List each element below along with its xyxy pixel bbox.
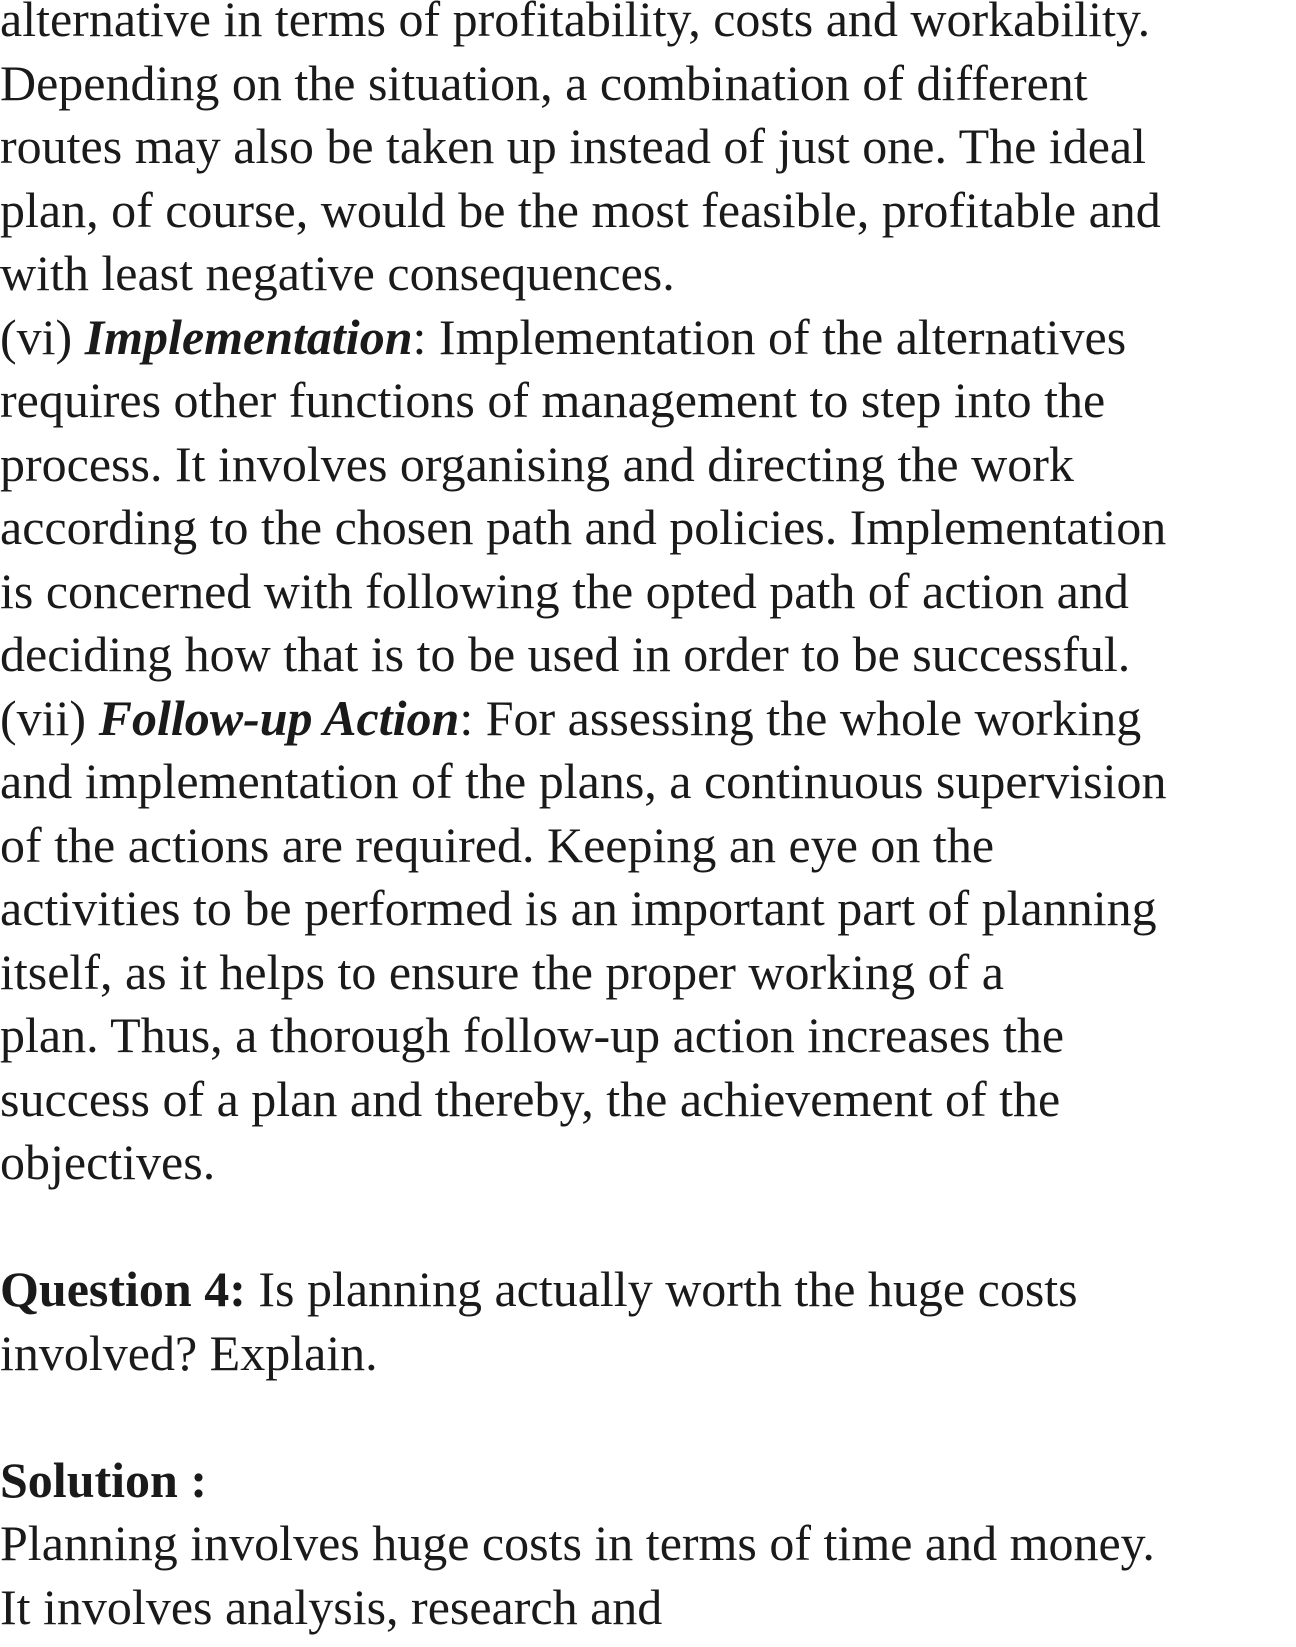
spacer — [0, 1385, 1290, 1449]
question-text: Is planning actually worth the huge costs — [245, 1261, 1078, 1317]
text-line: deciding how that is to be used in order to be successful. — [0, 626, 1131, 682]
text-line: It involves analysis, research and — [0, 1578, 663, 1635]
step-number: (vii) — [0, 689, 87, 746]
text-line: alternative in terms of profitability, costs and workability. — [0, 0, 1151, 47]
text-line: routes may also be taken up instead of just one. The ideal — [0, 118, 1146, 174]
step-follow-up-action — [0, 687, 1290, 1195]
step-separator: : — [459, 689, 474, 746]
text-line: Planning involves huge costs in terms of time and money. — [0, 1515, 1155, 1571]
step-number: (vi) — [0, 308, 73, 365]
step-implementation — [0, 306, 1290, 687]
text-line: according to the chosen path and policies. Implementation — [0, 499, 1167, 555]
text-line: and implementation of the plans, a continuous supervision — [0, 753, 1167, 809]
question-block — [0, 1258, 1290, 1385]
text-line: of the actions are required. Keeping an eye on the — [0, 816, 995, 873]
text-line: activities to be performed is an important part of planning — [0, 880, 1157, 936]
solution-label: Solution : — [0, 1451, 208, 1508]
text-line: process. It involves organising and directing the work — [0, 435, 1074, 492]
text-line: is concerned with following the opted path of action and — [0, 562, 1129, 619]
step-heading-line — [0, 687, 1290, 751]
solution-block — [0, 1449, 1290, 1640]
question-heading-line — [0, 1258, 1290, 1322]
step-separator: : — [412, 308, 427, 365]
text-line: success of a plan and thereby, the achievement of the — [0, 1070, 1061, 1127]
step-text: For assessing the whole working — [473, 689, 1142, 746]
text-line: Depending on the situation, a combination of different — [0, 54, 1088, 111]
text-line: involved? Explain. — [0, 1324, 378, 1381]
step-title: Follow-up Action — [98, 689, 460, 746]
intro-paragraph — [0, 0, 1290, 306]
text-line: itself, as it helps to ensure the proper working of a — [0, 943, 1004, 1000]
text-line: objectives. — [0, 1134, 216, 1190]
question-label: Question 4: — [0, 1261, 246, 1317]
text-line: requires other functions of management to step into the — [0, 372, 1106, 428]
step-title: Implementation — [84, 308, 413, 365]
text-line: plan. Thus, a thorough follow-up action increases the — [0, 1007, 1065, 1063]
text-line: with least negative consequences. — [0, 245, 675, 301]
step-text: Implementation of the alternatives — [426, 308, 1127, 365]
text-line: plan, of course, would be the most feasible, profitable and — [0, 181, 1161, 238]
step-heading-line — [0, 306, 1290, 370]
spacer — [0, 1195, 1290, 1259]
